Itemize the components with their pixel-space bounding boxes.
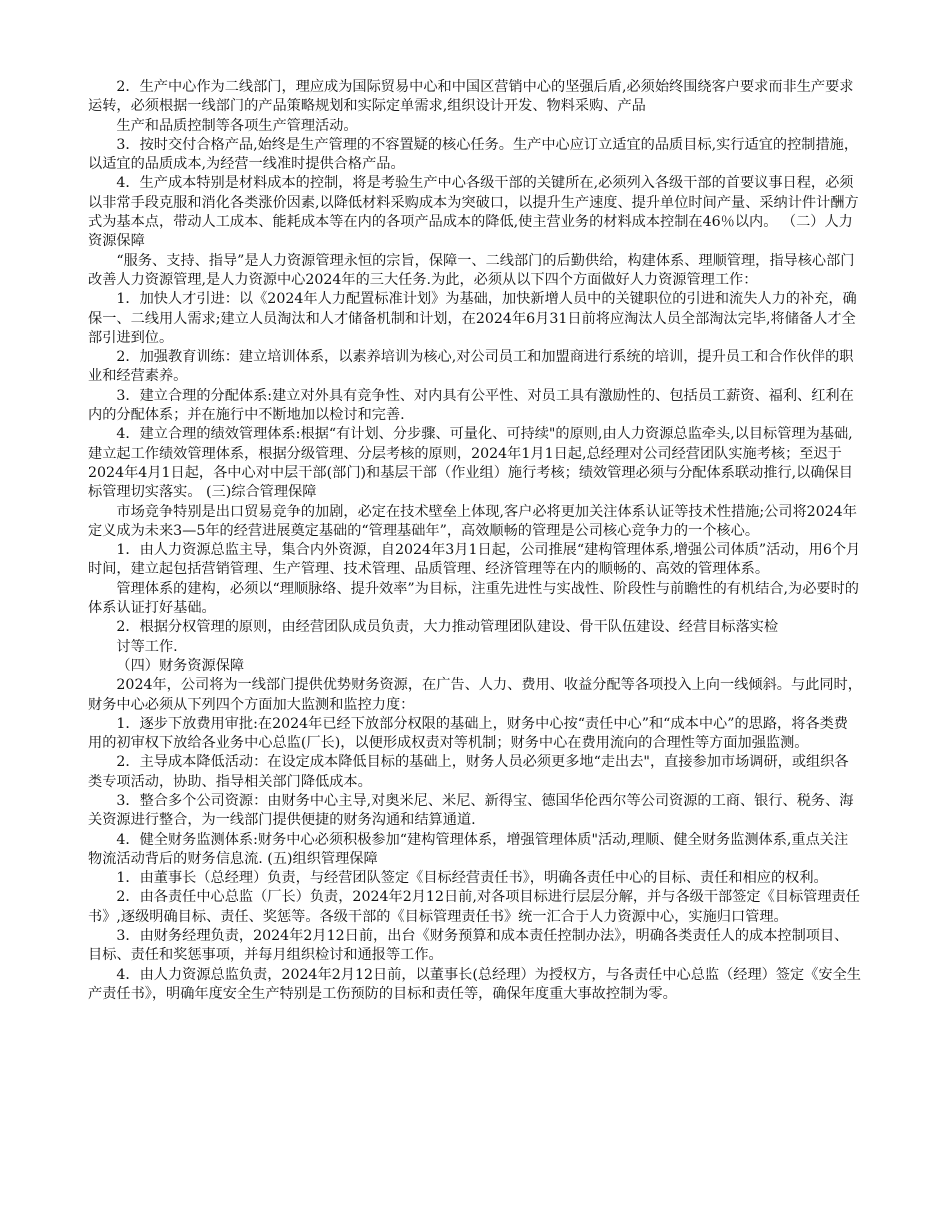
paragraph: 3．由财务经理负责，2024年2月12日前，出台《财务预算和成本责任控制办法》，明确各类责任人的成本控制项目、目标、责任和奖惩事项，并每月组织检讨和通报等工作。	[88, 928, 849, 964]
paragraph: 2．主导成本降低活动：在设定成本降低目标的基础上，财务人员必须更多地“走出去"，直接参加市场调研，或组织各类专项活动，协助、指导相关部门降低成本。	[88, 754, 849, 790]
paragraph: 1．由董事长（总经理）负责，与经营团队签定《目标经营责任书》，明确各责任中心的目标、责任和相应的权利。	[116, 870, 828, 887]
paragraph: 2024年，公司将为一线部门提供优势财务资源，在广告、人力、费用、收益分配等各项投入上向一线倾斜。与此同时，财务中心必须从下列四个方面加大监测和监控力度：	[88, 677, 862, 713]
paragraph: 4．生产成本特别是材料成本的控制，将是考验生产中心各级干部的关键所在,必须列入各级干部的首要议事日程，必须以非常手段克服和消化各类涨价因素,以降低材料采购成本为突破口，以提升生产速度、提升单位时间产量、采纳计件计酬方式为基本点，带动人工成本、能耗成本等在内的各项产品成本的降低,使主营业务的材料成本控制在46％以内。 （二）人力资源保障	[88, 175, 859, 250]
paragraph: “服务、支持、指导”是人力资源管理永恒的宗旨，保障一、二线部门的后勤供给，构建体系、理顺管理，指导核心部门改善人力资源管理,是人力资源中心2024年的三大任务.为此，必须从以下四个方面做好人力资源管理工作：	[88, 252, 855, 288]
paragraph: 4．建立合理的绩效管理体系:根据“有计划、分步骤、可量化、可持续"的原则,由人力资源总监牵头,以目标管理为基础,建立起工作绩效管理体系，根据分级管理、分层考核的原则，2024年1月1日起,总经理对公司经营团队实施考核；至迟于2024年4月1日起，各中心对中层干部(部门)和基层干部（作业组）施行考核；绩效管理必须与分配体系联动推行,以确保目标管理切实落实。 (三)综合管理保障	[88, 426, 853, 501]
paragraph: 2．根据分权管理的原则，由经营团队成员负责，大力推动管理团队建设、骨干队伍建设、经营目标落实检	[116, 619, 779, 636]
paragraph: 4．健全财务监测体系:财务中心必须积极参加“建构管理体系，增强管理体质"活动,理顺、健全财务监测体系,重点关注物流活动背后的财务信息流. (五)组织管理保障	[88, 831, 849, 867]
paragraph: 1．逐步下放费用审批:在2024年已经下放部分权限的基础上，财务中心按“责任中心”和“成本中心”的思路，将各类费用的初审权下放给各业务中心总监(厂长)，以便形成权责对等机制；财务中心在费用流向的合理性等方面加强监测。	[88, 715, 848, 752]
paragraph: 3．建立合理的分配体系:建立对外具有竞争性、对内具有公平性、对员工具有激励性的、包括员工薪资、福利、红利在内的分配体系；并在施行中不断地加以检讨和完善.	[88, 387, 854, 424]
paragraph: 2．由各责任中心总监（厂长）负责，2024年2月12日前,对各项目标进行层层分解，并与各级干部签定《目标管理责任书》,逐级明确目标、责任、奖惩等。各级干部的《目标管理责任书》统一汇合于人力资源中心，实施归口管理。	[88, 889, 860, 925]
paragraph: 3．整合多个公司资源：由财务中心主导,对奥米尼、米尼、新得宝、德国华伦西尔等公司资源的工商、银行、税务、海关资源进行整合，为一线部门提供便捷的财务沟通和结算通道.	[88, 792, 854, 829]
paragraph: 2．生产中心作为二线部门，理应成为国际贸易中心和中国区营销中心的坚强后盾,必须始终围绕客户要求而非生产要求运转，必须根据一线部门的产品策略规划和实际定单需求,组织设计开发、物料采购、产品	[88, 79, 854, 115]
paragraph: 市场竞争特别是出口贸易竞争的加剧，必定在技术壁垒上体现,客户必将更加关注体系认证等技术性措施;公司将2024年定义成为未来3—5年的经营进展奠定基础的“管理基础年”，高效顺畅的管理是公司核心竞争力的一个核心。	[88, 503, 857, 539]
paragraph: 3．按时交付合格产品,始终是生产管理的不容置疑的核心任务。生产中心应订立适宜的品质目标,实行适宜的控制措施，以适宜的品质成本,为经营一线准时提供合格产品。	[88, 136, 859, 173]
paragraph: 4．由人力资源总监负责，2024年2月12日前，以董事长(总经理）为授权方，与各责任中心总监（经理）签定《安全生产责任书》，明确年度安全生产特别是工伤预防的目标和责任等，确保年度重大事故控制为零。	[88, 966, 861, 1002]
paragraph: 1．加快人才引进：以《2024年人力配置标准计划》为基础，加快新增人员中的关键职位的引进和流失人力的补充，确保一、二线用人需求;建立人员淘汰和人才储备机制和计划，在2024年6月31日前将应淘汰人员全部淘汰完毕,将储备人才全部引进到位。	[88, 291, 857, 346]
paragraph: 管理体系的建构，必须以“理顺脉络、提升效率”为目标，注重先进性与实战性、阶段性与前瞻性的有机结合,为必要时的体系认证打好基础。	[88, 580, 859, 617]
paragraph: 2．加强教育训练：建立培训体系，以素养培训为核心,对公司员工和加盟商进行系统的培训，提升员工和合作伙伴的职业和经营素养。	[88, 349, 854, 385]
paragraph: 生产和品质控制等各项生产管理活动。	[116, 117, 358, 134]
paragraph: 1．由人力资源总监主导，集合内外资源，自2024年3月1日起，公司推展“建构管理体系,增强公司体质”活动，用6个月时间，建立起包括营销管理、生产管理、技术管理、品质管理、经济管理等在内的顺畅的、高效的管理体系。	[88, 542, 861, 578]
section-heading: （四）财务资源保障	[116, 657, 245, 674]
paragraph: 讨等工作.	[116, 638, 178, 655]
